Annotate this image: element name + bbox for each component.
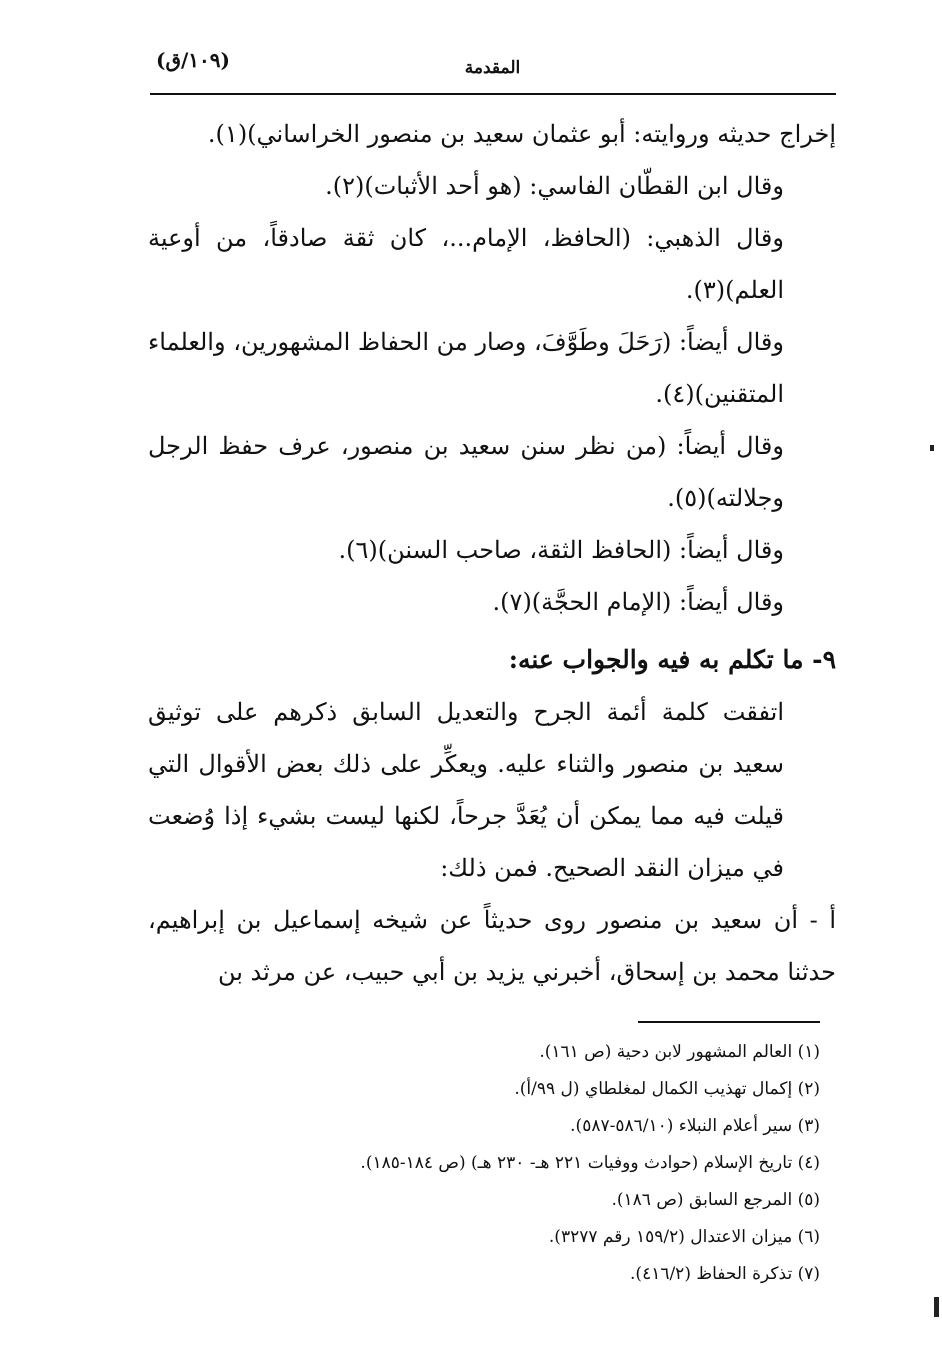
footnotes xyxy=(150,1034,820,1293)
footnote: (٤) تاريخ الإسلام (حوادث ووفيات ٢٢١ هـ- ٢٣٠ هـ) (ص ١٨٤-١٨٥). xyxy=(360,1153,820,1173)
text-line: إخراج حديثه وروايته: أبو عثمان سعيد بن منصور الخراساني)(١). xyxy=(207,120,836,148)
footnote: (٧) تذكرة الحفاظ (٤١٦/٢). xyxy=(630,1264,820,1284)
footnote: (١) العالم المشهور لابن دحية (ص ١٦١). xyxy=(539,1042,820,1062)
paragraph: أ - أن سعيد بن منصور روى حديثاً عن شيخه إسماعيل بن إبراهيم، حدثنا محمد بن إسحاق، أخبرني يزيد بن أبي حبيب، عن مرثد بن xyxy=(148,906,836,986)
text-line: وقال الذهبي: (الحافظ، الإمام...، كان ثقة صادقاً، من أوعية العلم)(٣). xyxy=(148,224,784,304)
footnote: (٢) إكمال تهذيب الكمال لمغلطاي (ل ٩٩/أ). xyxy=(514,1079,820,1099)
footnote: (٥) المرجع السابق (ص ١٨٦). xyxy=(611,1190,820,1210)
text-line: وقال أيضاً: (رَحَلَ وطَوَّفَ، وصار من الحفاظ المشهورين، والعلماء المتقنين)(٤). xyxy=(148,328,784,408)
footnote: (٣) سير أعلام النبلاء (٥٨٦/١٠-٥٨٧). xyxy=(570,1116,820,1136)
text-line: وقال ابن القطّان الفاسي: (هو أحد الأثبات)(٢). xyxy=(325,172,784,200)
scan-edge-mark xyxy=(930,445,934,451)
scan-edge-mark xyxy=(934,1297,939,1317)
header-divider xyxy=(150,93,836,95)
text-line: وقال أيضاً: (الإمام الحجَّة)(٧). xyxy=(492,588,784,616)
main-text xyxy=(148,108,836,998)
footnote-divider xyxy=(638,1021,820,1023)
manuscript-page-reference: (١٠٩/ق) xyxy=(156,48,230,72)
paragraph: اتفقت كلمة أئمة الجرح والتعديل السابق ذكرهم على توثيق سعيد بن منصور والثناء عليه. ويعكِّر على ذلك بعض الأقوال التي قيلت فيه مما يمكن أن يُعَدَّ جرحاً، لكنها ليست بشيء إذا وُضعت في ميزان النقد الصحيح. فمن ذلك: xyxy=(148,698,784,882)
text-line: وقال أيضاً: (من نظر سنن سعيد بن منصور، عرف حفظ الرجل وجلالته)(٥). xyxy=(148,432,784,512)
footnote: (٦) ميزان الاعتدال (١٥٩/٢ رقم ٣٢٧٧). xyxy=(548,1227,820,1247)
running-title: المقدمة xyxy=(464,58,521,78)
text-line: وقال أيضاً: (الحافظ الثقة، صاحب السنن)(٦). xyxy=(338,536,784,564)
page-header xyxy=(150,44,835,90)
section-heading: ٩- ما تكلم به فيه والجواب عنه: xyxy=(508,645,836,674)
